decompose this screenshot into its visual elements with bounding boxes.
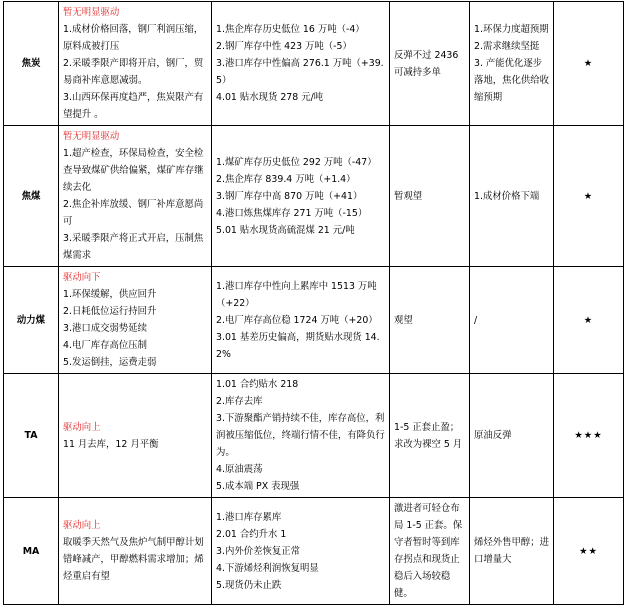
rating-stars: ★ [554, 267, 624, 374]
view-cell: 暂观望 [390, 126, 470, 267]
logic-line: / [474, 314, 478, 326]
data-line: 1.焦企库存历史低位 16 万吨（-4） [216, 24, 365, 35]
data-line: 3.内外价差恢复正常 [216, 545, 300, 557]
driver-title: 驱动向上 [63, 421, 101, 433]
commodity-table [3, 1, 624, 605]
data-line: 5.成本端 PX 表现强 [216, 481, 300, 492]
data-line: 2.库存去库 [216, 396, 263, 407]
data-cell [212, 126, 390, 267]
data-line: 4.原油震荡 [216, 464, 263, 475]
table-row [4, 374, 624, 498]
driver-cell [59, 126, 212, 267]
driver-line: 1.超产检查，环保局检查，安全检查导致煤矿供给偏紧，煤矿库存继续去化 [63, 148, 204, 193]
table-row [4, 267, 624, 374]
driver-line: 5.发运倒挂，运费走弱 [63, 357, 157, 368]
driver-title: 驱动向下 [63, 272, 101, 283]
table-row [4, 498, 624, 605]
data-line: 4.港口炼焦煤库存 271 万吨（-15） [216, 207, 368, 219]
rating-stars: ★ [554, 2, 624, 126]
logic-line: 2.需求继续坚挺 [474, 41, 540, 52]
driver-line: 1.成材价格回落，钢厂利润压缩，原料成被打压 [63, 24, 204, 52]
product-cell: 焦炭 [4, 2, 59, 126]
data-line: 1.港口库存累库 [216, 511, 282, 523]
driver-line: 3.山西环保再度趋严，焦炭限产有望提升 。 [63, 92, 204, 120]
view-cell: 1-5 正套止盈；求改为裸空 5 月 [390, 374, 470, 498]
table-row [4, 2, 624, 126]
logic-cell [470, 267, 554, 374]
data-line: 5.01 贴水现货高硫混煤 21 元/吨 [216, 224, 355, 236]
data-line: 5.现货仍未止跌 [216, 579, 282, 591]
driver-line: 3.采暖季限产将正式开启，压制焦煤需求 [63, 233, 204, 261]
data-line: 3.01 基差历史偏高，期货贴水现货 14.2% [216, 331, 380, 360]
data-line: 4.01 贴水现货 278 元/吨 [216, 92, 324, 103]
driver-line: 2.日耗低位运行持回升 [63, 306, 157, 317]
logic-cell [470, 126, 554, 267]
logic-cell [470, 374, 554, 498]
data-line: 1.01 合约贴水 218 [216, 379, 299, 390]
product-cell: TA [4, 374, 59, 498]
data-line: 1.煤矿库存历史低位 292 万吨（-47） [216, 156, 377, 168]
rating-stars: ★ [554, 126, 624, 267]
data-line: 2.电厂库存高位稳 1724 万吨（+20） [216, 314, 378, 326]
view-cell: 反弹不过 2436可减持多单 [390, 2, 470, 126]
driver-line: 11 月去库，12 月平衡 [63, 438, 159, 450]
rating-stars: ★★★ [554, 374, 624, 498]
product-cell: 动力煤 [4, 267, 59, 374]
driver-title: 暂无明显驱动 [63, 131, 120, 142]
view-cell: 观望 [390, 267, 470, 374]
driver-cell [59, 374, 212, 498]
logic-line: 1.环保力度超预期 [474, 24, 549, 35]
data-line: 3.下游聚酯产销持续不佳，库存高位，利润被压缩低位，终端行情不佳，有降负行为。 [216, 413, 385, 458]
data-line: 2.钢厂库存中性 423 万吨（-5） [216, 41, 352, 52]
driver-line: 2.采暖季限产即将开启，钢厂，贸易商补库意愿减弱。 [63, 58, 204, 86]
rating-stars: ★★ [554, 498, 624, 605]
data-line: 3.港口库存中性偏高 276.1 万吨（+39.5） [216, 58, 384, 86]
driver-line: 1.环保缓解，供应回升 [63, 289, 157, 300]
data-line: 4.下游烯烃利润恢复明显 [216, 562, 319, 574]
data-cell [212, 374, 390, 498]
driver-cell [59, 498, 212, 605]
logic-line: 1.成材价格下端 [474, 190, 540, 202]
product-cell: MA [4, 498, 59, 605]
data-cell [212, 267, 390, 374]
data-line: 3.钢厂库存中高 870 万吨（+41） [216, 190, 363, 202]
data-cell [212, 2, 390, 126]
driver-line: 2.焦企补库放缓、钢厂补库意愿尚可 [63, 199, 204, 227]
view-cell: 激进者可轻仓布局 1-5 正套。保守者暂时等到库存拐点和现货止稳后入场较稳健。 [390, 498, 470, 605]
driver-line: 4.电厂库存高位压制 [63, 340, 147, 351]
driver-cell [59, 2, 212, 126]
driver-line: 取暖季天然气及焦炉气制甲醇计划错峰减产，甲醇燃料需求增加；烯烃重启有望 [63, 537, 204, 582]
product-cell: 焦煤 [4, 126, 59, 267]
logic-cell [470, 2, 554, 126]
logic-line: 3. 产能优化逐步落地，焦化供给收缩预期 [474, 58, 550, 103]
driver-title: 驱动向上 [63, 520, 101, 531]
data-line: 2.01 合约升水 1 [216, 528, 287, 540]
table-row [4, 126, 624, 267]
data-line: 1.港口库存中性向上累库中 1513 万吨（+22） [216, 280, 377, 309]
logic-line: 原油反弹 [474, 430, 512, 441]
driver-cell [59, 267, 212, 374]
data-cell [212, 498, 390, 605]
logic-line: 烯烃外售甲醇；进口增量大 [474, 537, 550, 565]
driver-title: 暂无明显驱动 [63, 7, 120, 18]
data-line: 2.焦企库存 839.4 万吨（+1.4） [216, 173, 356, 185]
logic-cell [470, 498, 554, 605]
driver-line: 3.港口成交弱势延续 [63, 323, 147, 334]
